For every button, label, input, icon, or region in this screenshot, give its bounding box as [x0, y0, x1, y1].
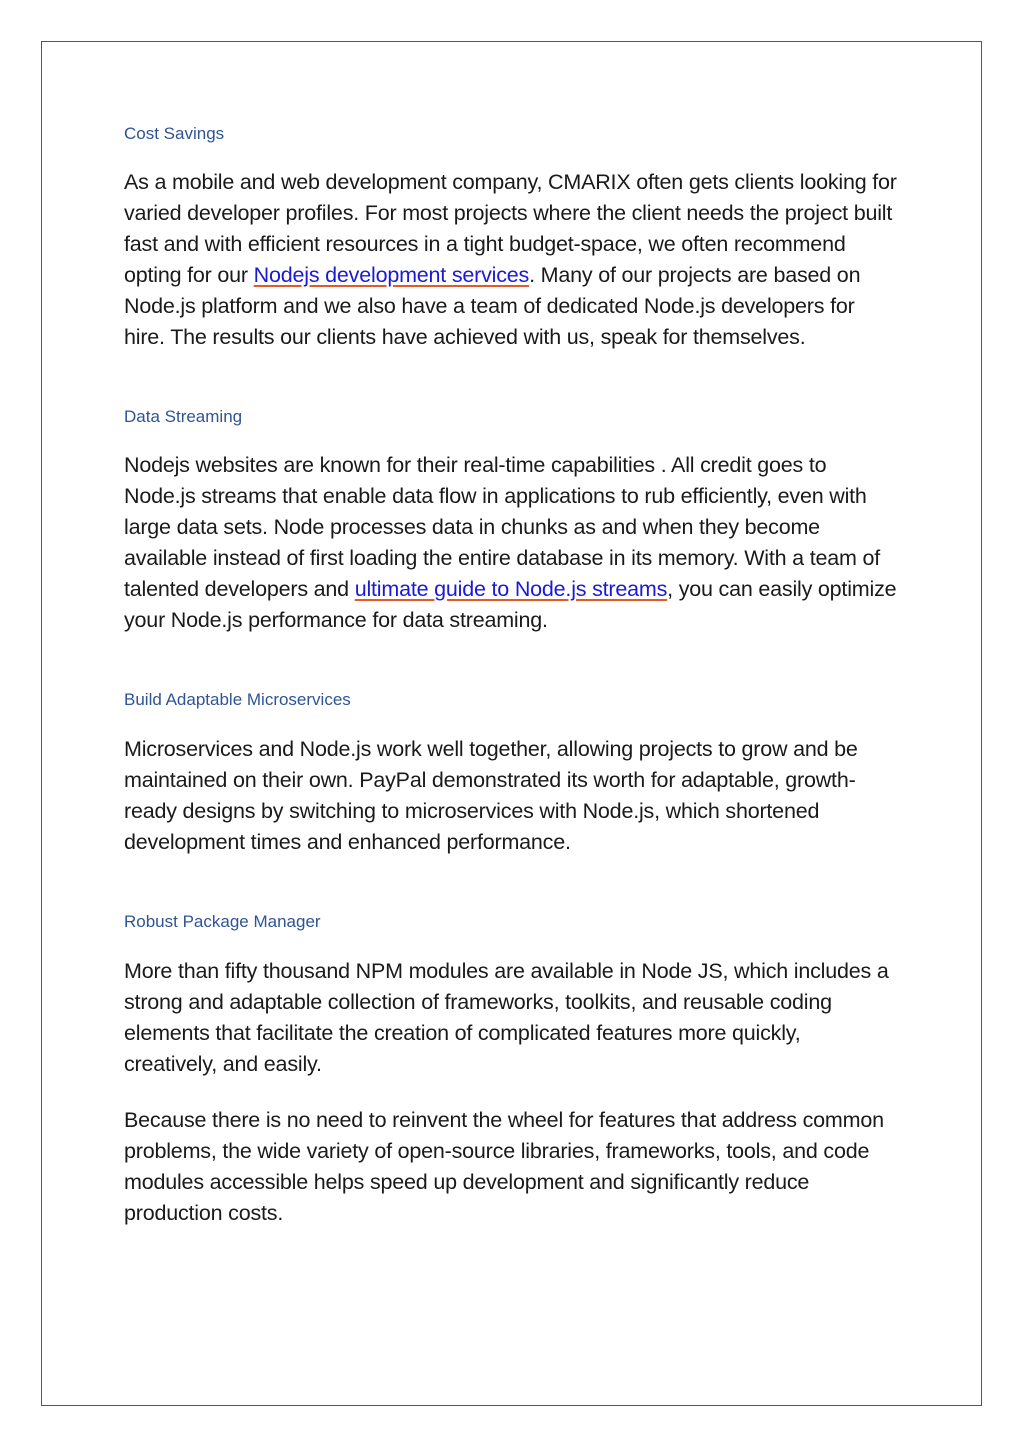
- heading-package-manager: Robust Package Manager: [124, 912, 321, 931]
- paragraph-data-streaming: [124, 450, 899, 636]
- nodejs-development-services-link[interactable]: Nodejs development services: [253, 263, 530, 287]
- document-body: [124, 122, 899, 1229]
- paragraph-text: . Many of our projects are based on Node.js platform and we also have a team of dedicated Node.js developers for hire. The results our clients have achieved with us, speak for themselves.: [124, 263, 861, 349]
- paragraph-package-manager-1: More than fifty thousand NPM modules are available in Node JS, which includes a strong and adaptable collection of frameworks, toolkits, and reusable coding elements that facilitate the creation of complicated features more quickly, creatively, and easily.: [124, 959, 889, 1076]
- paragraph-text: As a mobile and web development company, CMARIX often gets clients looking for varied developer profiles. For most projects where the client needs the project built fast and with efficient resources in a tight budget-space, we often recommend opting for our: [124, 170, 897, 287]
- paragraph-microservices: Microservices and Node.js work well together, allowing projects to grow and be maintained on their own. PayPal demonstrated its worth for adaptable, growth-ready designs by switching to microservices with Node.js, which shortened development times and enhanced performance.: [124, 737, 858, 854]
- paragraph-cost-savings: [124, 167, 899, 353]
- nodejs-streams-guide-link[interactable]: ultimate guide to Node.js streams: [354, 577, 668, 601]
- paragraph-package-manager-2: Because there is no need to reinvent the wheel for features that address common problems, the wide variety of open-source libraries, frameworks, tools, and code modules accessible helps speed up development and significantly reduce production costs.: [124, 1108, 884, 1225]
- heading-cost-savings: Cost Savings: [124, 124, 225, 143]
- heading-microservices: Build Adaptable Microservices: [124, 690, 351, 709]
- paragraph-text: , you can easily optimize your Node.js performance for data streaming.: [124, 577, 897, 632]
- paragraph-text: Nodejs websites are known for their real-time capabilities . All credit goes to Node.js streams that enable data flow in applications to rub efficiently, even with large data sets. Node processes data in chunks as and when they become available instead of first loading the entire database in its memory. With a team of talented developers and: [124, 453, 881, 601]
- heading-data-streaming: Data Streaming: [124, 407, 243, 426]
